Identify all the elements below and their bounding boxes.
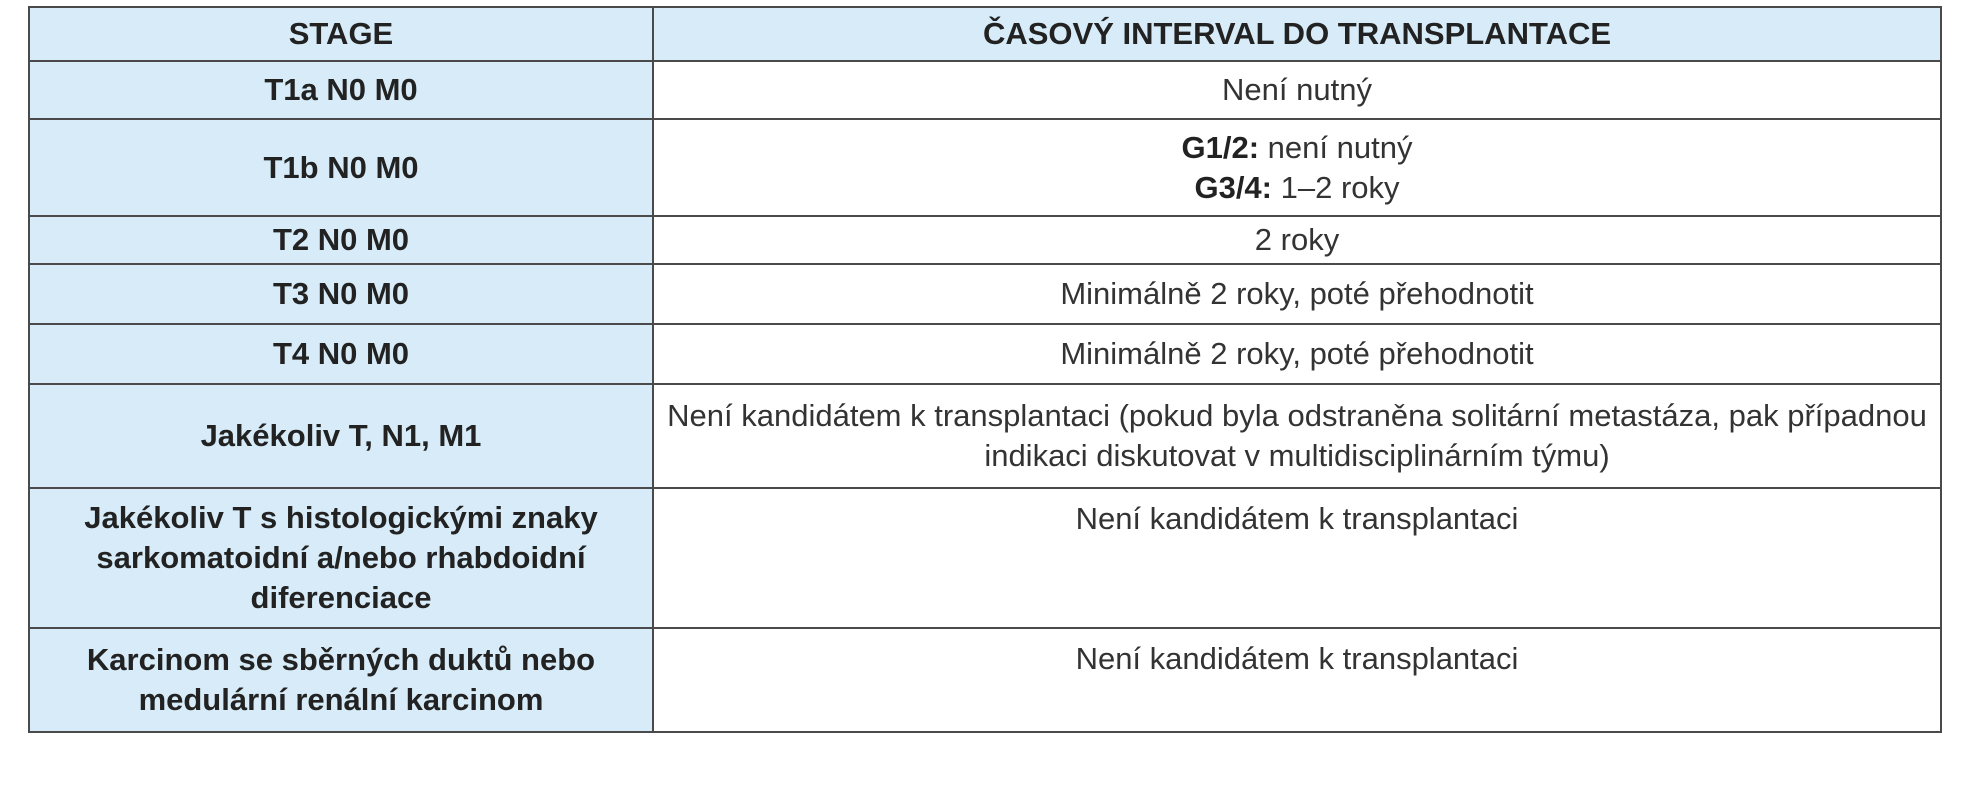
stage-cell: T4 N0 M0 xyxy=(29,324,653,384)
stage-cell: T1b N0 M0 xyxy=(29,119,653,216)
table-row xyxy=(29,488,1941,628)
table-row xyxy=(29,61,1941,119)
header-stage: STAGE xyxy=(29,7,653,61)
table-row xyxy=(29,264,1941,324)
grade-line xyxy=(664,128,1930,168)
grade-text: není nutný xyxy=(1259,129,1413,165)
stage-cell: Jakékoliv T, N1, M1 xyxy=(29,384,653,488)
stage-cell: Karcinom se sběrných duktů nebo medulární renální karcinom xyxy=(29,628,653,732)
table-row xyxy=(29,324,1941,384)
interval-cell: Není kandidátem k transplantaci (pokud byla odstraněna solitární metastáza, pak případnou indikaci diskutovat v multidisciplinárním týmu) xyxy=(653,384,1941,488)
interval-cell: Minimálně 2 roky, poté přehodnotit xyxy=(653,264,1941,324)
stage-cell: T2 N0 M0 xyxy=(29,216,653,264)
stage-cell: T1a N0 M0 xyxy=(29,61,653,119)
interval-cell: 2 roky xyxy=(653,216,1941,264)
interval-cell: Není nutný xyxy=(653,61,1941,119)
grade-label: G3/4: xyxy=(1194,169,1272,205)
table-row xyxy=(29,628,1941,732)
table-header-row xyxy=(29,7,1941,61)
grade-label: G1/2: xyxy=(1181,129,1260,165)
grade-text: 1–2 roky xyxy=(1272,169,1400,205)
stage-cell: T3 N0 M0 xyxy=(29,264,653,324)
interval-cell xyxy=(653,119,1941,216)
table-row xyxy=(29,119,1941,216)
table-row xyxy=(29,384,1941,488)
staging-table-container xyxy=(28,6,1940,733)
interval-cell: Minimálně 2 roky, poté přehodnotit xyxy=(653,324,1941,384)
header-interval: ČASOVÝ INTERVAL DO TRANSPLANTACE xyxy=(653,7,1941,61)
interval-cell: Není kandidátem k transplantaci xyxy=(653,628,1941,732)
table-row xyxy=(29,216,1941,264)
staging-table xyxy=(28,6,1942,733)
grade-line xyxy=(664,168,1930,208)
interval-cell: Není kandidátem k transplantaci xyxy=(653,488,1941,628)
stage-cell: Jakékoliv T s histologickými znaky sarkomatoidní a/nebo rhabdoidní diferenciace xyxy=(29,488,653,628)
